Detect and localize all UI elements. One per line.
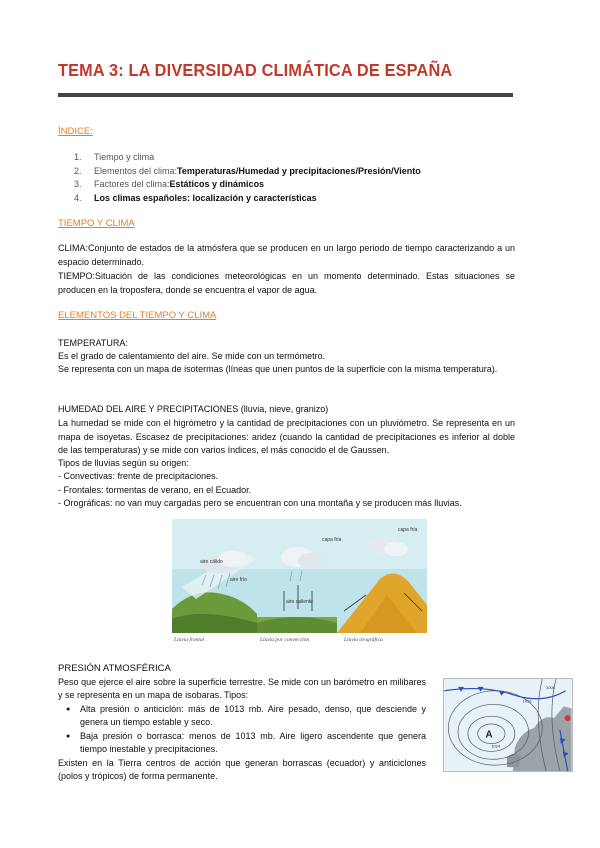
elementos-heading: ELEMENTOS DEL TIEMPO Y CLIMA (58, 310, 217, 321)
tiempo-clima-heading: TIEMPO Y CLIMA (58, 218, 135, 229)
presion-text: Peso que ejerce el aire sobre la superficie terrestre. Se mide con un barómetro en milibares y se representa en un mapa de isobaras. Tipos: (58, 677, 426, 701)
humedad-label: HUMEDAD DEL AIRE Y PRECIPITACIONES (lluvia, nieve, granizo) (58, 404, 329, 414)
presion-label: PRESIÓN ATMOSFÉRICA (58, 663, 171, 674)
label-capa-fria: capa fría (322, 537, 342, 543)
humedad-text: La humedad se mide con el higrómetro y la cantidad de precipitaciones con un pluviómetro. Se representa en un mapa de isoyetas. Escasez de precipitaciones: aridez (cuando la cantidad de precipitaciones es inferior al doble de las temperaturas) y se mide con varios índices, el más conocido el de Gaussen. (58, 418, 515, 456)
presion-bullets (58, 703, 426, 757)
presion-closing: Existen en la Tierra centros de acción que generan borrascas (ecuador) y anticiclones (polos y trópicos) de forma permanente. (58, 758, 426, 782)
lluvia-type-item: - Orográficas: no van muy cargadas pero se encuentran con una montaña y se producen más lluvias. (58, 498, 462, 509)
label-capa-fria-2: capa fría (398, 527, 418, 533)
label-aire-frio: aire frío (230, 577, 247, 583)
lluvias-types-label: Tipos de lluvias según su origen: (58, 458, 189, 468)
rain-types-illustration (172, 519, 427, 645)
index-item: 2. Elementos del clima: Temperaturas/Humedad y precipitaciones/Presión/Viento (74, 165, 421, 176)
index-item: 1. Tiempo y clima (74, 152, 155, 162)
index-heading: ÍNDICE: (58, 126, 93, 137)
presion-bullet-item: ● Alta presión o anticiclón: más de 1013 mb. Aire pesado, denso, que desciende y genera un tiempo estable y seco. (58, 703, 426, 730)
isobar-map (443, 678, 573, 772)
temperatura-line2: Se representa con un mapa de isotermas (líneas que unen puntos de la superficie con la misma temperatura). (58, 364, 498, 374)
isobar-value: 1016 (522, 698, 532, 704)
high-pressure-symbol: A (485, 729, 493, 741)
title-divider (58, 93, 513, 97)
caption-frontal: Lluvia frontal (174, 637, 205, 643)
page-title: TEMA 3: LA DIVERSIDAD CLIMÁTICA DE ESPAÑA (58, 60, 453, 80)
isobar-value: 1024 (491, 743, 501, 749)
temperatura-label: TEMPERATURA: (58, 338, 128, 348)
index-list (74, 151, 421, 206)
index-item: 4. Los climas españoles: localización y características (74, 193, 317, 204)
tiempo-definition: TIEMPO:Situación de las condiciones meteorológicas en un momento determinado. Estas situaciones se producen en la troposfera, donde se encuentra el vapor de agua. (58, 271, 515, 295)
label-aire-caliente: aire caliente (286, 599, 313, 605)
lluvias-types (58, 457, 515, 511)
label-aire-calido: aire cálido (200, 559, 223, 565)
clima-definition: CLIMA:Conjunto de estados de la atmósfera que se producen en un largo periodo de tiempo caracterizando a un espacio determinado. (58, 243, 515, 267)
presion-bullet-item: ● Baja presión o borrasca: menos de 1013 mb. Aire ligero ascendente que genera tiempo inestable y precipitaciones. (58, 730, 426, 757)
lluvia-type-item: - Frontales: tormentas de verano, en el Ecuador. (58, 484, 252, 495)
index-item: 3. Factores del clima: Estáticos y dinámicos (74, 179, 265, 190)
caption-conveccion: Lluvia por convección (260, 637, 310, 643)
temperatura-line1: Es el grado de calentamiento del aire. Se mide con un termómetro. (58, 351, 326, 361)
isobar-value: 1008 (546, 684, 555, 690)
caption-orografica: Lluvia orográfica (344, 637, 383, 643)
lluvia-type-item: - Convectivas: frente de precipitaciones. (58, 471, 219, 482)
